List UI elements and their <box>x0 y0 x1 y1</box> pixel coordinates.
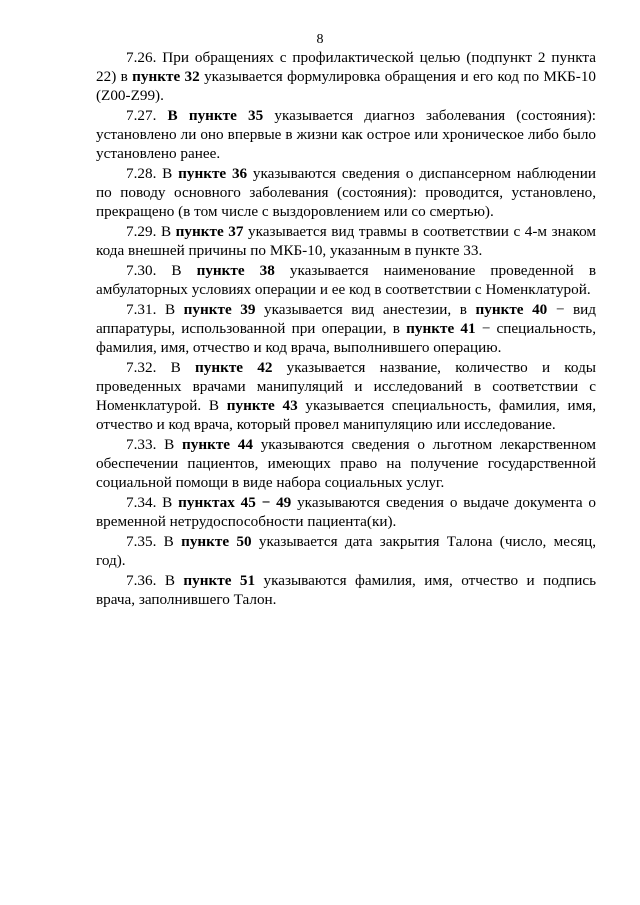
paragraph-text: указывается название, количество и коды проведенных врачами манипуляций и исследований в соответствии с Номенклатурой. В <box>96 359 597 414</box>
paragraph-text: − вид аппаратуры, использованной при операции, в <box>96 301 596 337</box>
paragraph-text: указываются сведения о льготном лекарственном обеспечении пациентов, имеющих право на получение государственной социальной помощи в виде набора социальных услуг. <box>96 436 596 491</box>
paragraph <box>96 222 596 260</box>
paragraph <box>96 493 596 531</box>
paragraph-text: указывается специальность, фамилия, имя, отчество и код врача, который провел манипуляцию или исследование. <box>96 397 596 433</box>
paragraph <box>96 571 596 609</box>
bold-reference: пункте 51 <box>183 572 256 589</box>
paragraph <box>96 261 596 299</box>
bold-reference: пункте 36 <box>178 165 248 182</box>
paragraph-text: 7.28. В <box>126 165 179 182</box>
bold-reference: пункте 44 <box>181 436 253 453</box>
paragraph-text: указывается формулировка обращения и его код по МКБ-10 (Z00-Z99). <box>96 68 597 104</box>
paragraph <box>96 358 596 434</box>
paragraph-text: 7.26. При обращениях с профилактической целью (подпункт 2 пункта 22) в <box>96 49 596 85</box>
paragraph-text: 7.33. В <box>126 436 182 453</box>
paragraph-text: указываются фамилия, имя, отчество и подпись врача, заполнившего Талон. <box>96 572 596 608</box>
paragraph-text: указывается вид анестезии, в <box>255 301 476 318</box>
paragraph <box>96 106 596 163</box>
bold-reference: пункте 41 <box>406 320 476 337</box>
bold-reference: В пункте 35 <box>167 107 264 124</box>
paragraph-text: 7.27. <box>126 107 168 124</box>
paragraph-text: 7.36. В <box>126 572 184 589</box>
paragraph-text: указывается наименование проведенной в амбулаторных условиях операции и ее код в соответствии с Номенклатурой. <box>96 262 596 298</box>
bold-reference: пункте 40 <box>475 301 548 318</box>
paragraph-text: указывается дата закрытия Талона (число, месяц, год). <box>96 533 596 569</box>
paragraph-text: указывается вид травмы в соответствии с 4-м знаком кода внешней причины по МКБ-10, указанным в пункте 33. <box>96 223 597 259</box>
bold-reference: пункте 43 <box>226 397 298 414</box>
paragraph <box>96 435 596 492</box>
paragraph <box>96 532 596 570</box>
page-number: 8 <box>316 32 324 47</box>
paragraph-text: 7.29. В <box>126 223 176 240</box>
bold-reference: пункте 38 <box>196 262 275 279</box>
paragraph <box>96 48 596 105</box>
bold-reference: пункте 50 <box>181 533 252 550</box>
paragraph-text: указывается диагноз заболевания (состояния): установлено ли оно впервые в жизни как острое или хроническое либо было установлено ранее. <box>96 107 597 162</box>
paragraph-text: 7.32. В <box>126 359 195 376</box>
bold-reference: пункте 39 <box>183 301 256 318</box>
paragraph-text: 7.31. В <box>126 301 184 318</box>
paragraph <box>96 300 596 357</box>
bold-reference: пунктах 45 − 49 <box>178 494 292 511</box>
document-body <box>96 48 596 610</box>
paragraph-text: 7.34. В <box>126 494 179 511</box>
paragraph-text: 7.30. В <box>126 262 197 279</box>
paragraph-text: 7.35. В <box>126 533 182 550</box>
bold-reference: пункте 32 <box>132 68 200 85</box>
paragraph-text: указываются сведения о выдаче документа о временной нетрудоспособности пациента(ки). <box>96 494 596 530</box>
paragraph-text: − специальность, фамилия, имя, отчество и код врача, выполнившего операцию. <box>96 320 596 356</box>
paragraph <box>96 164 596 221</box>
bold-reference: пункте 37 <box>175 223 244 240</box>
bold-reference: пункте 42 <box>194 359 273 376</box>
paragraph-text: указываются сведения о диспансерном наблюдении по поводу основного заболевания (состояния): проводится, установлено, прекращено (в том числе с выздоровлением или со смертью). <box>96 165 596 220</box>
